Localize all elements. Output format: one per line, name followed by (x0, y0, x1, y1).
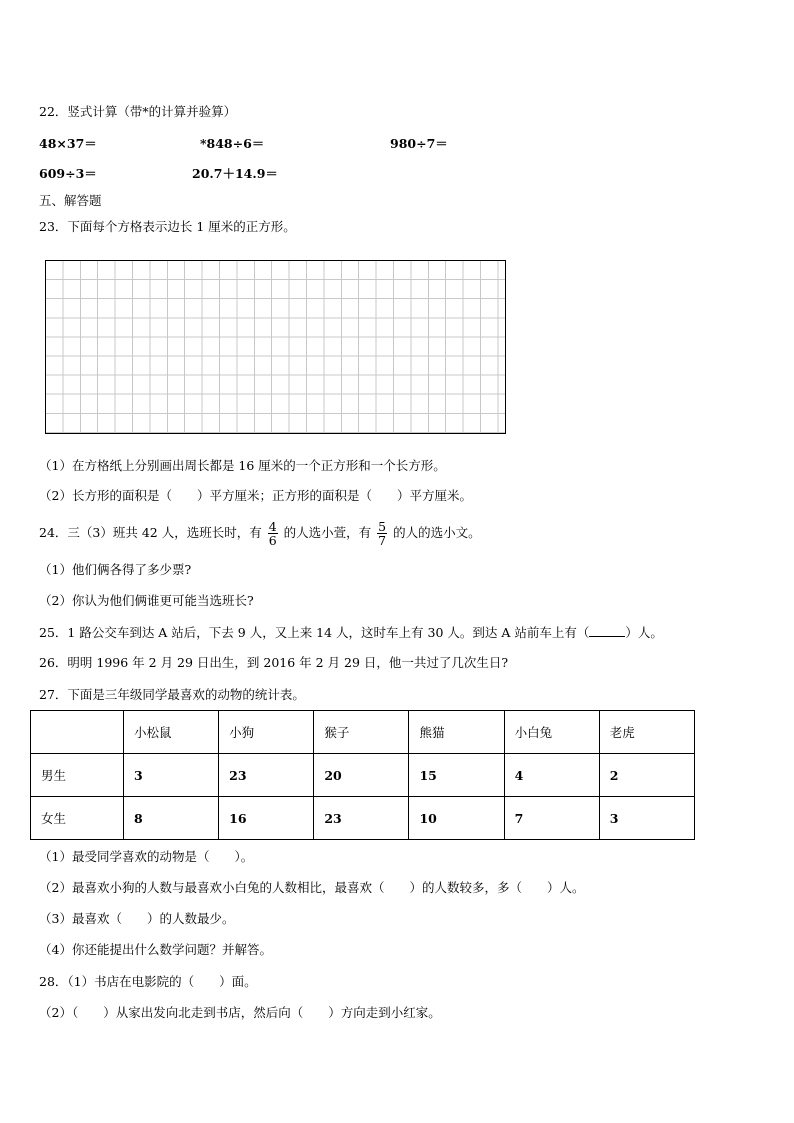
q27-part-3: （3）最喜欢（ ）的人数最少。 (39, 911, 235, 926)
answer-blank (589, 624, 625, 637)
q27-part-1: （1）最受同学喜欢的动物是（ ）。 (39, 849, 254, 864)
q22-title: 22．竖式计算（带*的计算并验算） (39, 104, 237, 119)
table-row (31, 754, 695, 797)
q28-part-1: 28．（1）书店在电影院的（ ）面。 (39, 974, 257, 989)
q22-item-2: *848÷6＝ (200, 136, 265, 151)
table-cell: 3 (599, 797, 694, 840)
table-header-cell: 小狗 (219, 711, 314, 754)
q25-text (39, 624, 663, 641)
table-cell: 3 (124, 754, 219, 797)
table-cell: 7 (504, 797, 599, 840)
frac1-numerator: 4 (268, 519, 277, 534)
table-header-cell (31, 711, 124, 754)
table-cell: 15 (409, 754, 504, 797)
q27-part-2: （2）最喜欢小狗的人数与最喜欢小白兔的人数相比，最喜欢（ ）的人数较多，多（ ）人。 (39, 880, 585, 895)
table-cell: 4 (504, 754, 599, 797)
table-cell: 10 (409, 797, 504, 840)
row-label: 女生 (31, 797, 124, 840)
q23-part-1: （1）在方格纸上分别画出周长都是 16 厘米的一个正方形和一个长方形。 (39, 458, 446, 473)
q27-part-4: （4）你还能提出什么数学问题？并解答。 (39, 942, 272, 957)
table-header-row (31, 711, 695, 754)
frac2-numerator: 5 (378, 519, 387, 534)
q22-item-5: 20.7＋14.9＝ (192, 166, 278, 181)
q22-item-3: 980÷7＝ (390, 136, 448, 151)
q24-part-2: （2）你认为他们俩谁更可能当选班长? (39, 593, 254, 608)
table-cell: 23 (219, 754, 314, 797)
frac2-denominator: 7 (378, 533, 387, 548)
table-cell: 23 (314, 797, 409, 840)
q25-post: ）人。 (625, 625, 663, 640)
table-cell: 16 (219, 797, 314, 840)
table-cell: 8 (124, 797, 219, 840)
table-header-cell: 熊猫 (409, 711, 504, 754)
fraction-five-sevenths (377, 520, 387, 547)
q26-text: 26．明明 1996 年 2 月 29 日出生，到 2016 年 2 月 29 日，他一共过了几次生日? (39, 655, 509, 670)
animal-stat-table (30, 710, 695, 840)
q24-post: 的人的选小文。 (393, 525, 481, 540)
table-row (31, 797, 695, 840)
q25-pre: 25．1 路公交车到达 A 站后，下去 9 人，又上来 14 人，这时车上有 30 人。到达 A 站前车上有（ (39, 625, 590, 640)
q22-item-4: 609÷3＝ (39, 166, 97, 181)
q24-part-1: （1）他们俩各得了多少票? (39, 562, 192, 577)
table-header-cell: 老虎 (599, 711, 694, 754)
table-header-cell: 猴子 (314, 711, 409, 754)
grid-paper (45, 260, 506, 434)
q22-item-1: 48×37＝ (39, 136, 97, 151)
q27-title: 27．下面是三年级同学最喜欢的动物的统计表。 (39, 687, 305, 702)
q24-title (39, 516, 481, 550)
frac1-denominator: 6 (268, 533, 277, 548)
section-heading: 五、解答题 (39, 193, 102, 208)
q28-part-2: （2）（ ）从家出发向北走到书店，然后向（ ）方向走到小红家。 (39, 1005, 441, 1020)
q23-part-2: （2）长方形的面积是（ ）平方厘米；正方形的面积是（ ）平方厘米。 (39, 488, 472, 503)
table-cell: 2 (599, 754, 694, 797)
q24-mid: 的人选小萱，有 (283, 525, 372, 540)
table-header-cell: 小松鼠 (124, 711, 219, 754)
q23-title: 23．下面每个方格表示边长 1 厘米的正方形。 (39, 219, 296, 234)
table-header-cell: 小白兔 (504, 711, 599, 754)
table-cell: 20 (314, 754, 409, 797)
fraction-four-sixths (268, 520, 278, 547)
q24-pre: 24．三（3）班共 42 人，选班长时，有 (39, 525, 262, 540)
row-label: 男生 (31, 754, 124, 797)
